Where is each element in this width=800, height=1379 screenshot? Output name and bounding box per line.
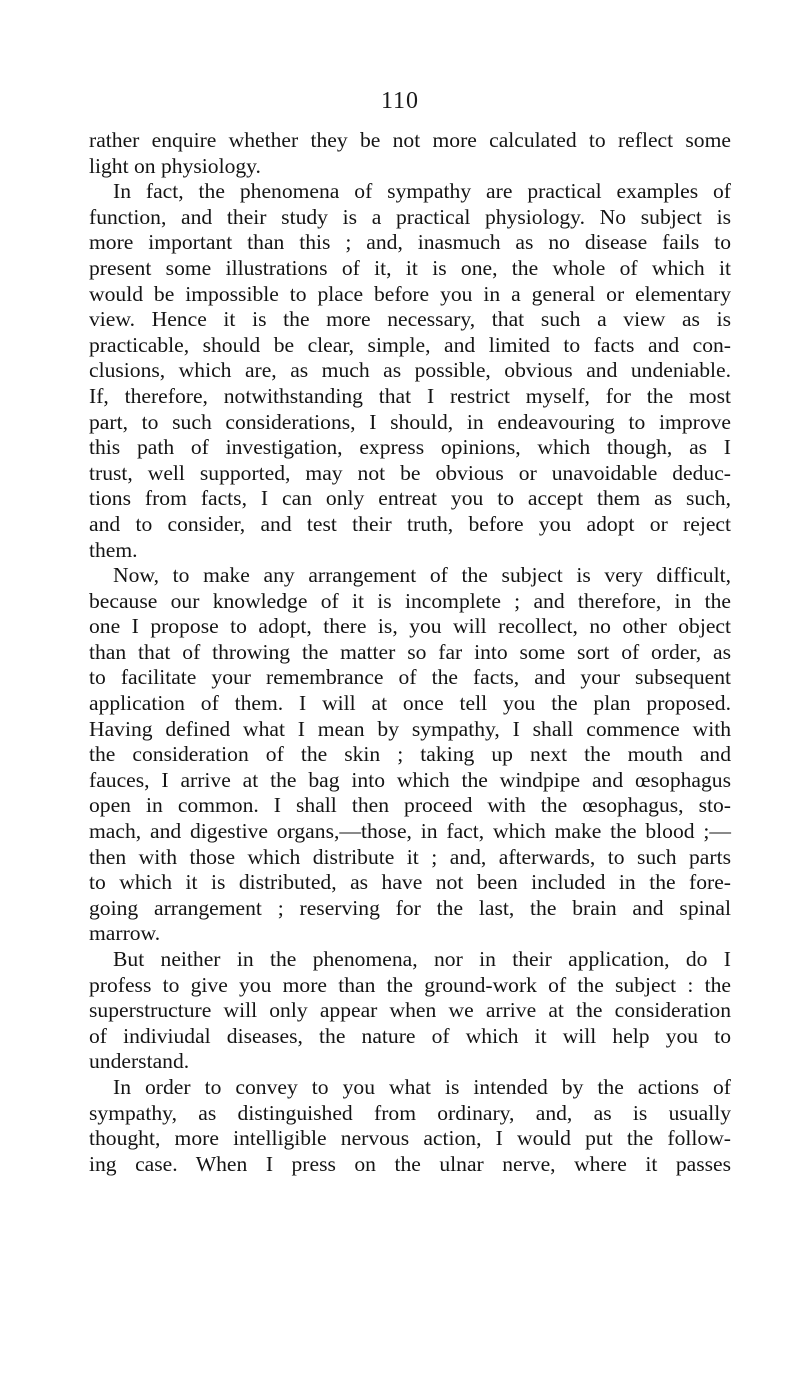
text-line: Now, to make any arrangement of the subject is very difficult, [113, 563, 731, 588]
text-line: more important than this ; and, inasmuch as no disease fails to [89, 230, 731, 255]
text-line: mach, and digestive organs,—those, in fact, which make the blood ;— [89, 819, 731, 844]
text-line: light on physiology. [89, 153, 261, 178]
text-line: function, and their study is a practical physiology. No subject is [89, 204, 731, 229]
page-number: 110 [380, 88, 420, 114]
text-line: clusions, which are, as much as possible, obvious and undeniable. [89, 358, 731, 383]
text-line: fauces, I arrive at the bag into which the windpipe and œsophagus [89, 767, 731, 792]
text-line: going arrangement ; reserving for the last, the brain and spinal [89, 895, 731, 920]
text-line: one I propose to adopt, there is, you will recollect, no other object [89, 614, 731, 639]
text-line: thought, more intelligible nervous action, I would put the follow- [89, 1126, 731, 1151]
text-line: tions from facts, I can only entreat you to accept them as such, [89, 486, 731, 511]
text-line: them. [89, 537, 138, 562]
text-line: trust, well supported, may not be obvious or unavoidable deduc- [89, 460, 731, 485]
text-line: understand. [89, 1049, 190, 1074]
text-line: would be impossible to place before you in a general or elementary [89, 281, 731, 306]
text-line: to which it is distributed, as have not been included in the fore- [89, 870, 731, 895]
text-line: rather enquire whether they be not more calculated to reflect some [89, 128, 731, 152]
text-line: practicable, should be clear, simple, and limited to facts and con- [89, 332, 731, 357]
text-line: profess to give you more than the ground-work of the subject : the [89, 972, 731, 997]
text-line: But neither in the phenomena, nor in their application, do I [113, 947, 731, 971]
text-line: marrow. [89, 921, 161, 946]
text-line: and to consider, and test their truth, before you adopt or reject [89, 511, 731, 536]
text-line: present some illustrations of it, it is one, the whole of which it [89, 255, 731, 280]
text-line: than that of throwing the matter so far into some sort of order, as [89, 639, 731, 664]
text-line: application of them. I will at once tell you the plan proposed. [89, 691, 731, 716]
body-text [89, 128, 731, 1177]
text-line: open in common. I shall then proceed with the œsophagus, sto- [89, 793, 731, 818]
text-line: then with those which distribute it ; and, afterwards, to such parts [89, 844, 731, 869]
text-line: view. Hence it is the more necessary, that such a view as is [89, 307, 731, 332]
text-line: to facilitate your remembrance of the facts, and your subsequent [89, 665, 731, 690]
text-line: part, to such considerations, I should, in endeavouring to improve [89, 409, 731, 434]
text-line: In order to convey to you what is intended by the actions of [113, 1074, 731, 1099]
text-line: If, therefore, notwithstanding that I restrict myself, for the most [89, 383, 731, 408]
text-line: superstructure will only appear when we arrive at the consideration [89, 998, 731, 1023]
text-line: ing case. When I press on the ulnar nerve, where it passes [89, 1151, 731, 1176]
text-line: sympathy, as distinguished from ordinary, and, as is usually [89, 1100, 731, 1125]
text-line: In fact, the phenomena of sympathy are practical examples of [113, 179, 731, 204]
text-line: because our knowledge of it is incomplete ; and therefore, in the [89, 588, 731, 613]
text-line: the consideration of the skin ; taking up next the mouth and [89, 742, 731, 767]
text-line: this path of investigation, express opinions, which though, as I [89, 435, 731, 460]
text-line: of indiviudal diseases, the nature of which it will help you to [89, 1023, 731, 1048]
text-line: Having defined what I mean by sympathy, I shall commence with [89, 716, 731, 741]
